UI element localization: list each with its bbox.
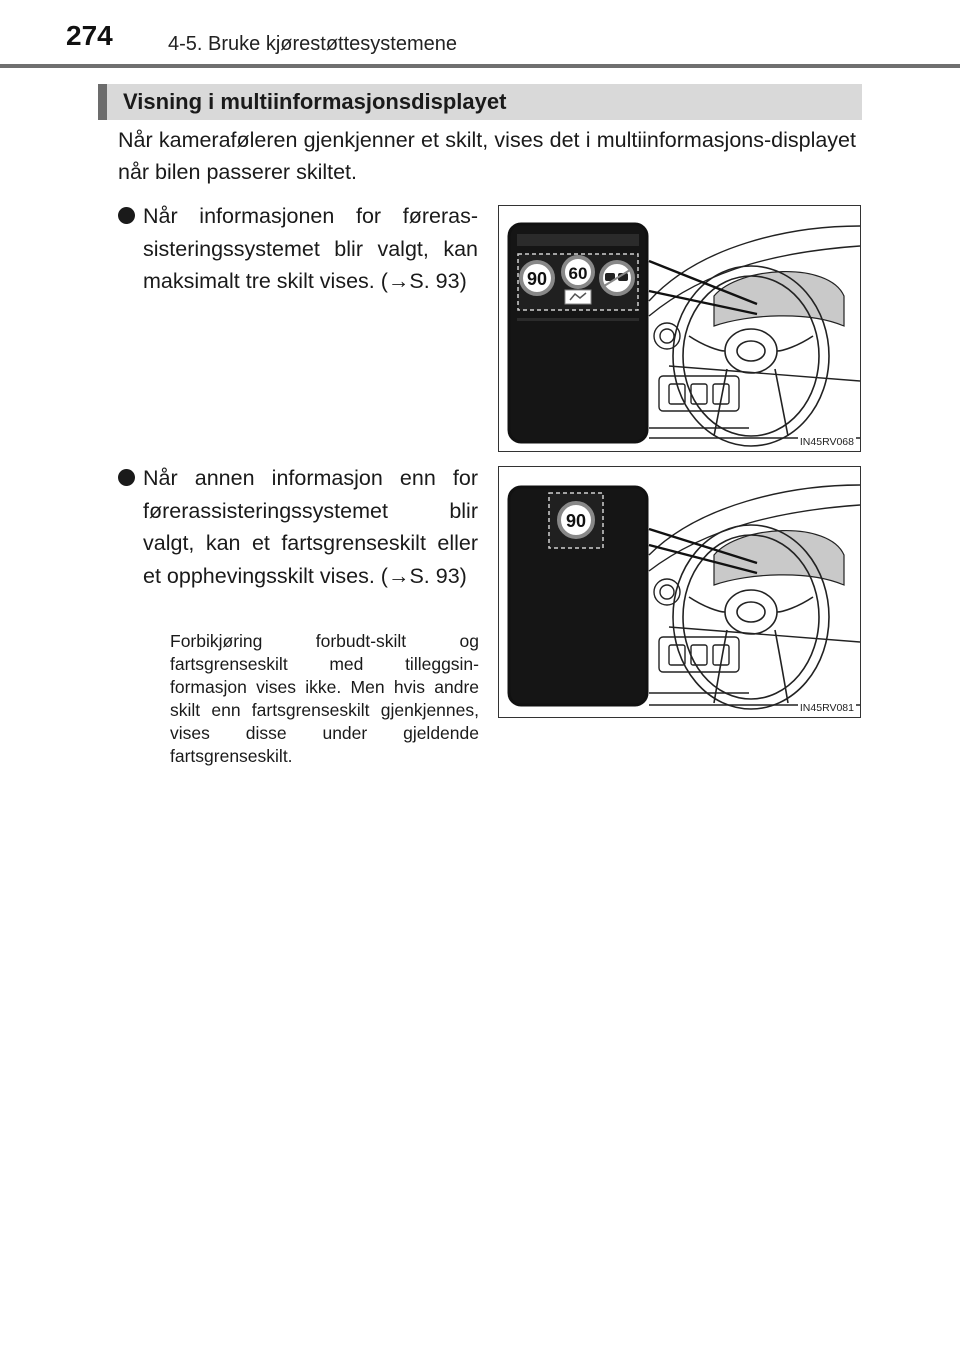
svg-text:90: 90 — [526, 269, 548, 289]
bullet-text: Når annen informasjon enn for førerassisteringssystemet blir valgt, kan et fartsgrenseskilt eller et opphevingsskilt vises. (→S. 93) — [143, 466, 478, 588]
figure-three-signs — [498, 205, 861, 452]
svg-text:60: 60 — [568, 264, 588, 283]
section-header — [98, 84, 862, 120]
speed-sign-icon — [559, 503, 593, 537]
figure-code: IN45RV068 — [799, 436, 854, 448]
header-divider — [0, 64, 960, 68]
bullet-icon — [118, 469, 135, 486]
svg-text:90: 90 — [565, 511, 587, 531]
chapter-heading: 4-5. Bruke kjørestøttesystemene — [168, 33, 457, 55]
figure-code: IN45RV081 — [799, 702, 854, 714]
intro-paragraph: Når kameraføleren gjenkjenner et skilt, vises det i multiinformasjons-displayet når bilen passerer skiltet. — [118, 128, 856, 184]
dashboard-illustration — [499, 206, 860, 451]
note-paragraph: Forbikjøring forbudt-skilt og fartsgrenseskilt med tilleggsin-formasjon vises ikke. Men hvis andre skilt enn fartsgrenseskilt gjenkjennes, vises disse under gjeldende fartsgrenseskilt. — [170, 631, 479, 766]
bullet-icon — [118, 207, 135, 224]
bullet-text: Når informasjonen for føreras-sisteringssystemet blir valgt, kan maksimalt tre skilt vises. (→S. 93) — [143, 204, 478, 293]
speed-sign-icon — [563, 257, 593, 304]
bullet-item — [118, 200, 478, 298]
no-overtaking-sign-icon — [601, 262, 633, 294]
page-number: 274 — [66, 20, 113, 51]
speed-sign-icon — [521, 262, 553, 294]
bullet-item — [118, 462, 478, 592]
figure-one-sign — [498, 466, 861, 718]
dashboard-illustration — [499, 467, 860, 717]
section-title: Visning i multiinformasjonsdisplayet — [123, 89, 507, 114]
